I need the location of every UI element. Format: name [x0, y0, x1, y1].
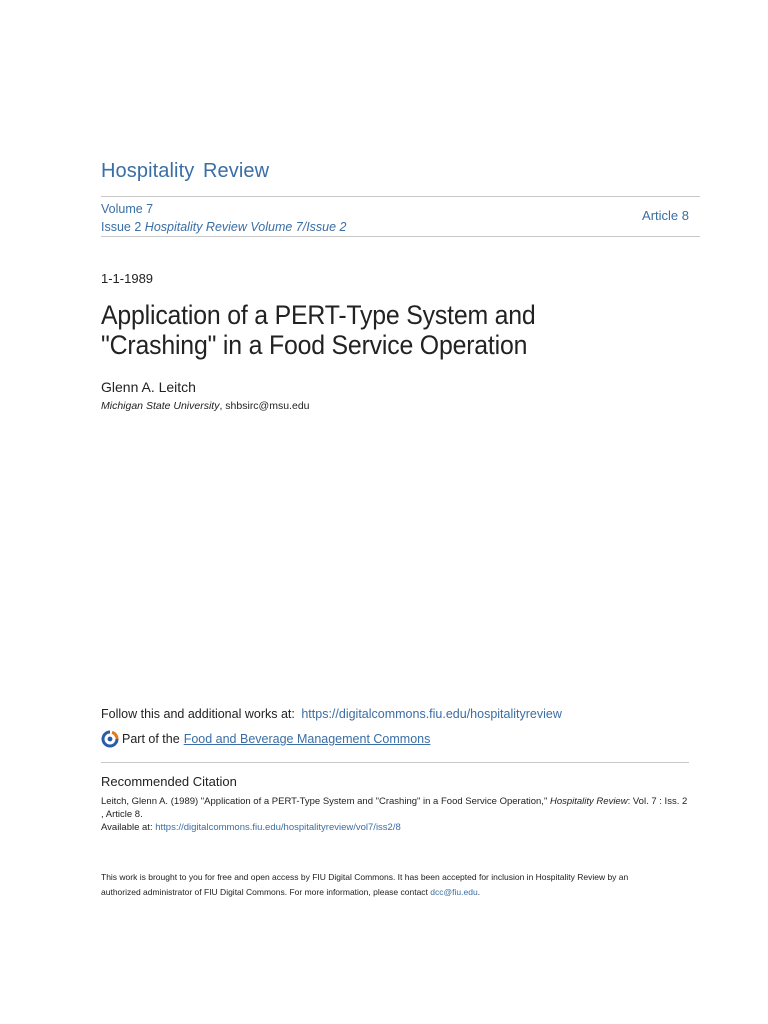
available-label: Available at:	[101, 822, 153, 833]
article-title	[101, 300, 579, 360]
citation-body	[101, 795, 691, 834]
footer-text: This work is brought to you for free and open access by FIU Digital Commons. It has been accepted for inclusion in Hospitality Review by an authorized administrator of FIU Digital Commons. For more information, please contact	[101, 872, 629, 897]
commons-link[interactable]: Food and Beverage Management Commons	[183, 732, 431, 746]
issue-link[interactable]: Issue 2	[101, 220, 142, 234]
volume-link[interactable]: Volume 7	[101, 202, 154, 216]
title-line-2: "Crashing" in a Food Service Operation	[101, 330, 528, 360]
author-email: , shbsirc@msu.edu	[219, 400, 310, 412]
citation-heading: Recommended Citation	[101, 774, 237, 789]
journal-title[interactable]: Hospitality Review	[101, 160, 270, 182]
contact-email-link[interactable]: dcc@fiu.edu	[430, 887, 478, 897]
volume-info	[101, 200, 347, 236]
issue-title-link[interactable]	[145, 220, 347, 234]
divider-bottom	[101, 236, 700, 237]
follow-text: Follow this and additional works at:	[101, 707, 295, 721]
divider-citation	[101, 762, 689, 763]
title-line-1: Application of a PERT-Type System and	[101, 300, 536, 330]
publication-date: 1-1-1989	[101, 271, 154, 286]
article-number[interactable]: Article 8	[642, 208, 689, 223]
citation-tail: : Vol. 7 : Iss. 2 , Article 8.	[101, 796, 688, 820]
follow-line	[101, 707, 562, 721]
part-of-line	[101, 730, 430, 748]
author-name: Glenn A. Leitch	[101, 379, 196, 395]
digital-commons-logo-icon	[101, 730, 119, 748]
follow-url-link[interactable]: https://digitalcommons.fiu.edu/hospitalityreview	[301, 707, 562, 721]
divider-top	[101, 196, 700, 197]
affiliation-name: Michigan State University	[101, 400, 220, 412]
footer-notice	[101, 870, 661, 900]
part-of-text: Part of the	[122, 732, 180, 746]
author-affiliation	[101, 400, 310, 412]
footer-end: .	[477, 887, 481, 897]
citation-text: Leitch, Glenn A. (1989) "Application of a PERT-Type System and "Crashing" in a Food Service Operation,"	[101, 796, 550, 807]
available-url-link[interactable]: https://digitalcommons.fiu.edu/hospitalityreview/vol7/iss2/8	[155, 822, 401, 833]
issue-title-text: Hospitality Review Volume 7/Issue 2	[144, 220, 347, 234]
citation-journal: Hospitality Review	[549, 796, 628, 807]
